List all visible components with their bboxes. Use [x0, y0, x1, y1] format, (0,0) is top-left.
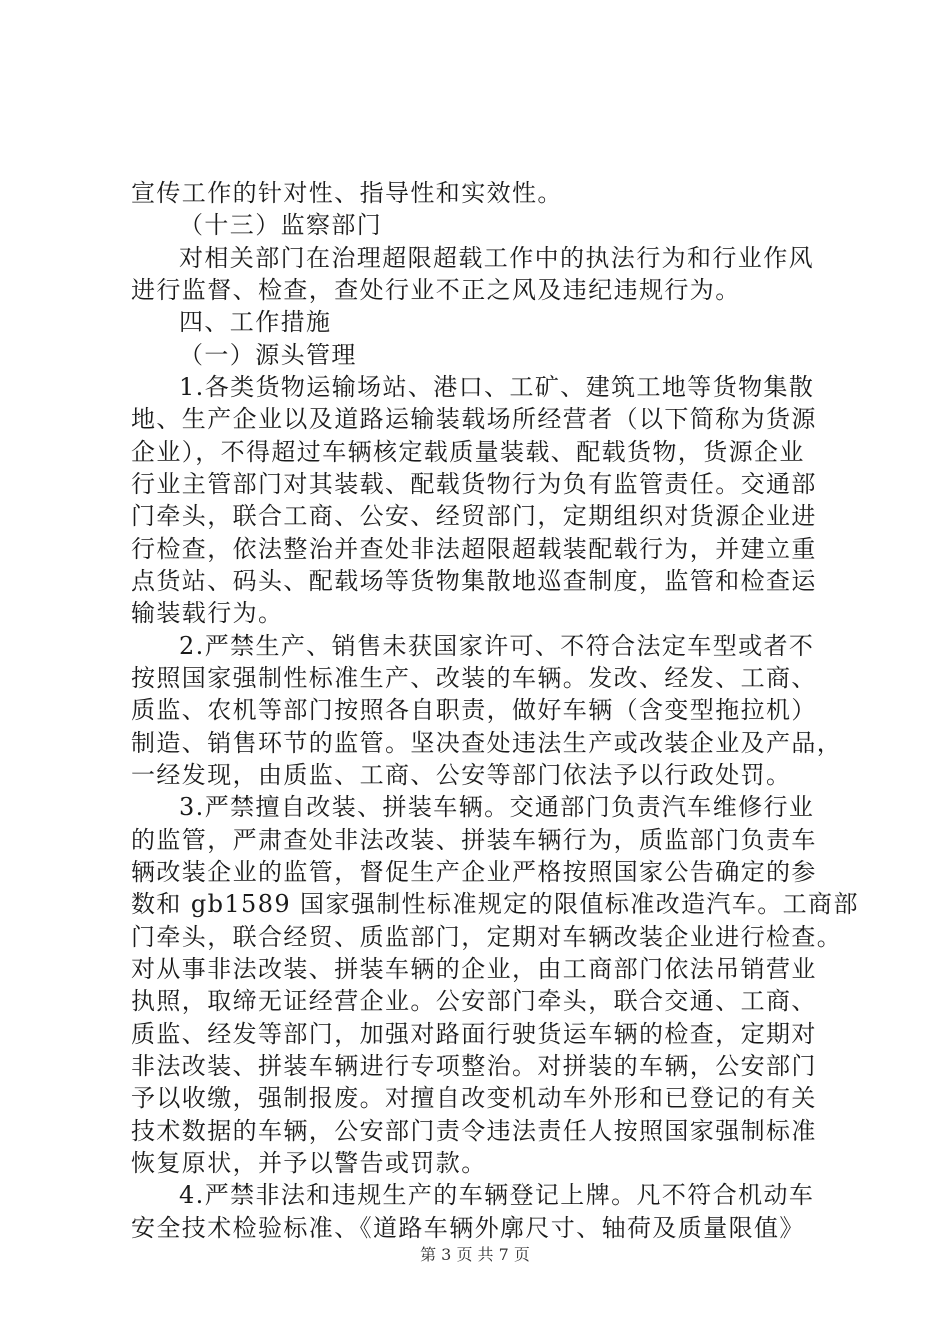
text-line-15: 2.严禁生产、销售未获国家许可、不符合法定车型或者不: [179, 632, 815, 660]
text-line-14: 输装载行为。: [131, 599, 284, 627]
text-line-17: 质监、农机等部门按照各自职责，做好车辆（含变型拖拉机）: [131, 696, 817, 724]
text-line-11: 门牵头，联合工商、公安、经贸部门，定期组织对货源企业进: [131, 502, 817, 530]
text-line-31: 恢复原状，并予以警告或罚款。: [131, 1149, 487, 1177]
text-line-28: 非法改装、拼装车辆进行专项整治。对拼装的车辆，公安部门: [131, 1052, 817, 1080]
text-line-20: 3.严禁擅自改装、拼装车辆。交通部门负责汽车维修行业: [179, 793, 815, 821]
text-line-30: 技术数据的车辆，公安部门责令违法责任人按照国家强制标准: [131, 1117, 817, 1145]
text-line-26: 执照，取缔无证经营企业。公安部门牵头，联合交通、工商、: [131, 987, 817, 1015]
text-line-22: 辆改装企业的监管，督促生产企业严格按照国家公告确定的参: [131, 858, 817, 886]
text-line-8: 地、生产企业以及道路运输装载场所经营者（以下简称为货源: [131, 405, 817, 433]
text-line-1: 宣传工作的针对性、指导性和实效性。: [131, 179, 563, 207]
text-line-23: 数和 gb1589 国家强制性标准规定的限值标准改造汽车。工商部: [131, 890, 859, 918]
text-line-29: 予以收缴，强制报废。对擅自改变机动车外形和已登记的有关: [131, 1084, 817, 1112]
section-heading-4: 四、工作措施: [179, 308, 332, 336]
text-line-19: 一经发现，由质监、工商、公安等部门依法予以行政处罚。: [131, 761, 792, 789]
text-line-10: 行业主管部门对其装载、配载货物行为负有监管责任。交通部: [131, 470, 817, 498]
text-line-9: 企业），不得超过车辆核定载质量装载、配载货物，货源企业: [131, 438, 805, 466]
section-heading-13: （十三）监察部门: [179, 211, 383, 239]
text-line-21: 的监管，严肃查处非法改装、拼装车辆行为，质监部门负责车: [131, 826, 817, 854]
text-line-18: 制造、销售环节的监管。坚决查处违法生产或改装企业及产品，: [131, 729, 843, 757]
text-line-33: 安全技术检验标准、《道路车辆外廓尺寸、轴荷及质量限值》: [131, 1214, 805, 1242]
text-line-3: 对相关部门在治理超限超载工作中的执法行为和行业作风: [179, 244, 814, 272]
subsection-heading-1: （一）源头管理: [179, 341, 357, 369]
page-number-footer: 第 3 页 共 7 页: [420, 1245, 530, 1264]
text-line-12: 行检查，依法整治并查处非法超限超载装配载行为，并建立重: [131, 535, 817, 563]
text-line-27: 质监、经发等部门，加强对路面行驶货运车辆的检查，定期对: [131, 1020, 817, 1048]
text-line-16: 按照国家强制性标准生产、改装的车辆。发改、经发、工商、: [131, 664, 817, 692]
text-line-24: 门牵头，联合经贸、质监部门，定期对车辆改装企业进行检查。: [131, 923, 843, 951]
text-line-13: 点货站、码头、配载场等货物集散地巡查制度，监管和检查运: [131, 567, 817, 595]
text-line-25: 对从事非法改装、拼装车辆的企业，由工商部门依法吊销营业: [131, 955, 817, 983]
text-line-32: 4.严禁非法和违规生产的车辆登记上牌。凡不符合机动车: [179, 1181, 815, 1209]
text-line-7: 1.各类货物运输场站、港口、工矿、建筑工地等货物集散: [179, 373, 815, 401]
text-line-4: 进行监督、检查，查处行业不正之风及违纪违规行为。: [131, 276, 741, 304]
